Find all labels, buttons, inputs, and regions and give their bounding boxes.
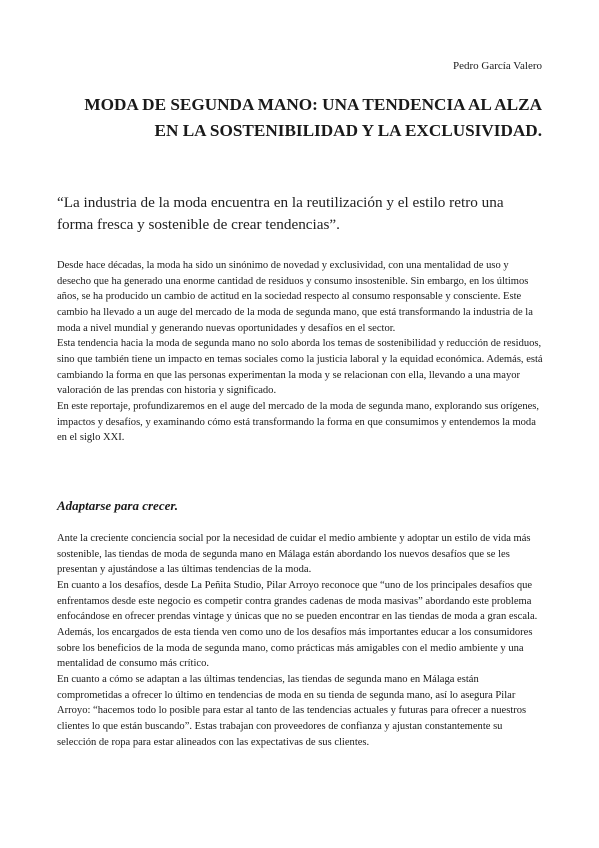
paragraph: Desde hace décadas, la moda ha sido un sinónimo de novedad y exclusividad, con una mentalidad de uso y desecho que ha generado una enorme cantidad de residuos y consumo insostenible. Sin embargo, en los últimos años, se ha producido un cambio de actitud en la sociedad respecto al consumo responsable y consciente. Este cambio ha llevado a un auge del mercado de la moda de segunda mano, que está transformando la industria de la moda a nivel mundial y generando nuevas oportunidades y desafíos en el sector.: [57, 260, 533, 334]
pull-quote: “La industria de la moda encuentra en la reutilización y el estilo retro una forma fresca y sostenible de crear tendencias”.: [57, 194, 504, 233]
section-subheading: Adaptarse para crecer.: [57, 498, 178, 513]
intro-section: [57, 258, 543, 446]
paragraph: Ante la creciente conciencia social por la necesidad de cuidar el medio ambiente y adoptar un estilo de vida más sostenible, las tiendas de moda de segunda mano en Málaga están abordando los nuevos desafíos que se les presentan y ajustándose a las últimas tendencias de la moda.: [57, 533, 531, 576]
article-title: MODA DE SEGUNDA MANO: UNA TENDENCIA AL ALZA EN LA SOSTENIBILIDAD Y LA EXCLUSIVIDAD.: [84, 95, 542, 140]
paragraph: En cuanto a los desafíos, desde La Peñita Studio, Pilar Arroyo reconoce que “uno de los principales desafíos que enfrentamos desde este negocio es competir contra grandes cadenas de moda masivas” abordando este problema enfocándose en ofrecer prendas vintage y únicas que no se pueden encontrar en las tiendas de moda a gran escala. Además, los encargados de esta tienda ven como uno de los desafíos más importantes educar a los consumidores sobre los beneficios de la moda de segunda mano, como prácticas más amigables con el medio ambiente y una mentalidad de consumo más crítico.: [57, 579, 538, 670]
author-name: Pedro García Valero: [453, 60, 542, 72]
section-body: [57, 531, 543, 750]
paragraph: Esta tendencia hacia la moda de segunda mano no solo aborda los temas de sostenibilidad y reducción de residuos, sino que también tiene un impacto en temas sociales como la justicia laboral y la equidad económica. Además, está cambiando la forma en que las personas experimentan la moda y se relacionan con ella, llevando a una mayor valoración de las prendas con historia y significado.: [57, 338, 543, 397]
paragraph: En este reportaje, profundizaremos en el auge del mercado de la moda de segunda mano, explorando sus orígenes, impactos y desafíos, y examinando cómo está transformando la forma en que consumimos y entendemos la moda en el siglo XXI.: [57, 400, 540, 444]
paragraph: En cuanto a cómo se adaptan a las últimas tendencias, las tiendas de segunda mano en Málaga están comprometidas a ofrecer lo último en tendencias de moda en su tienda de segunda mano, así lo asegura Pilar Arroyo: “hacemos todo lo posible para estar al tanto de las tendencias actuales y futuras para ofrecer a nuestros clientes lo que están buscando”. Estas trabajan con proveedores de confianza y ajustan constantemente su selección de ropa para estar alineados con las expectativas de sus clientes.: [57, 673, 527, 748]
